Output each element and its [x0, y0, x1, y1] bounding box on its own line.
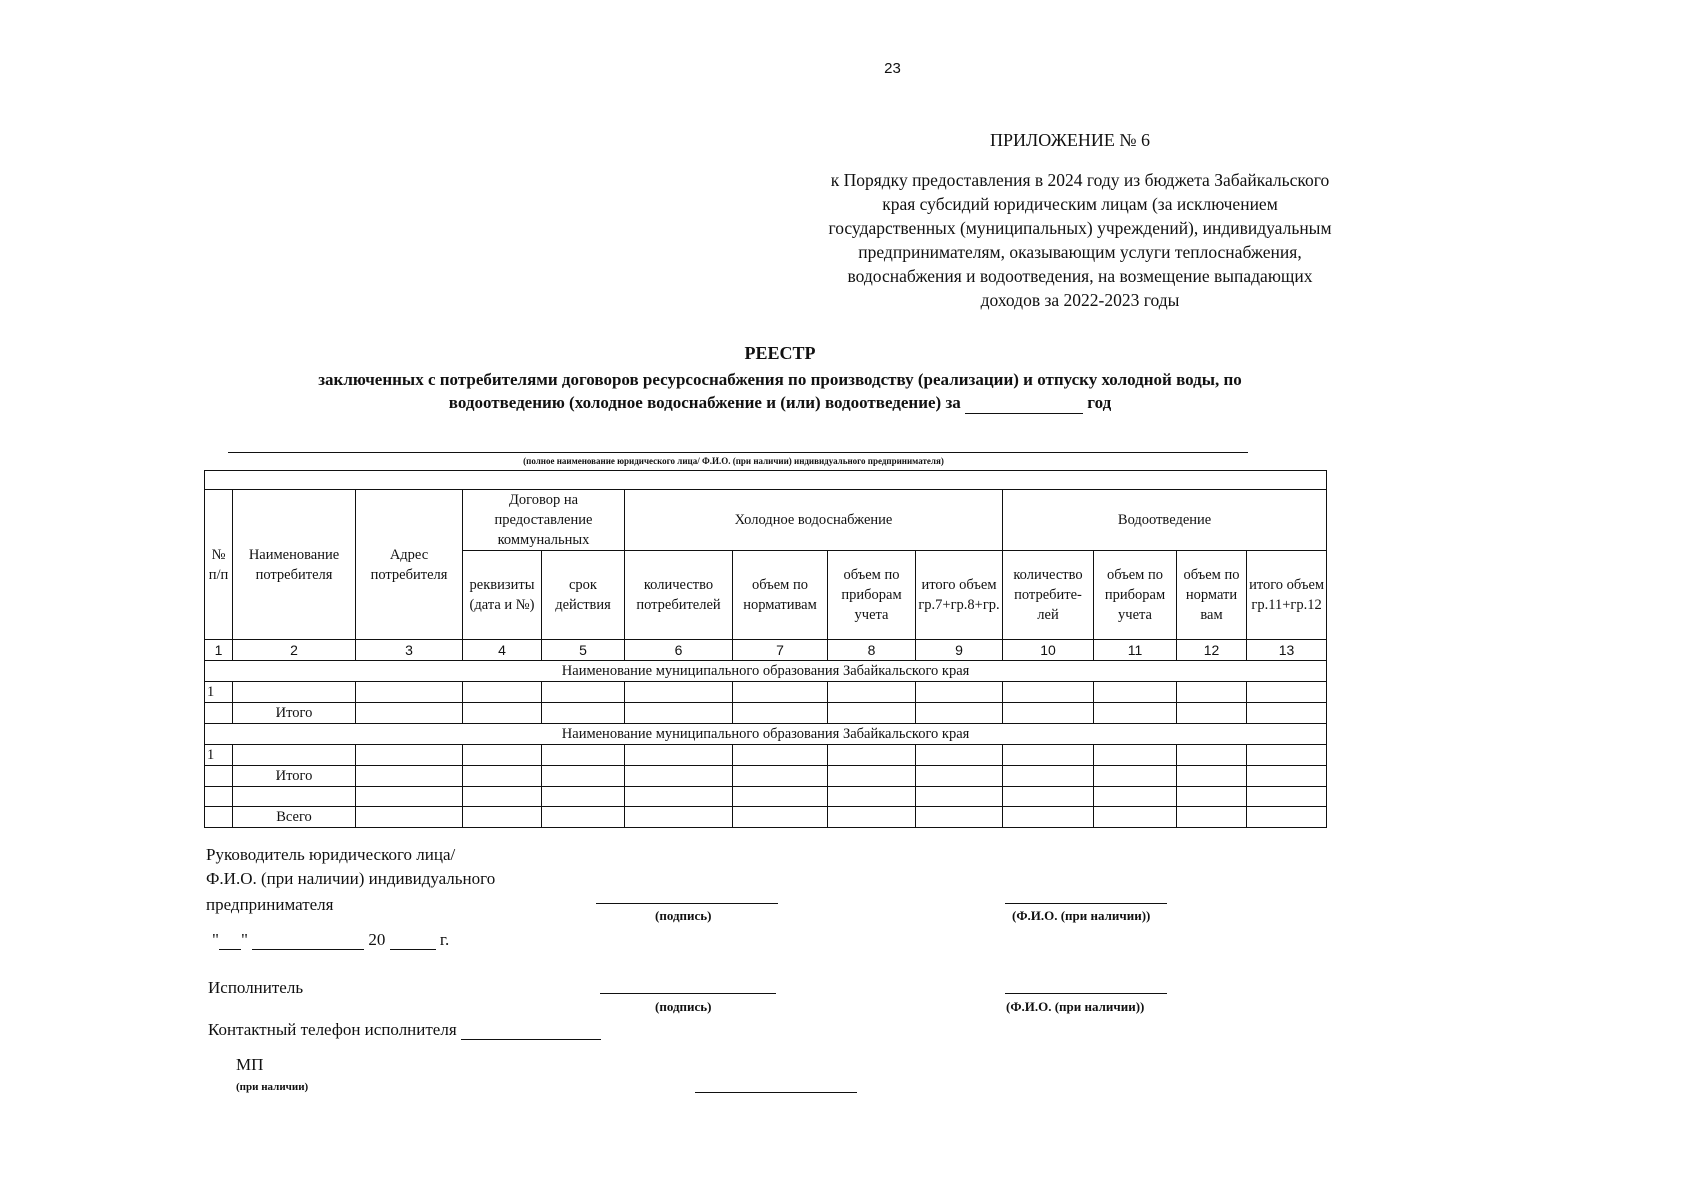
table-cell: [205, 787, 233, 807]
header-drainage: Водоотведение: [1003, 490, 1327, 551]
table-cell[interactable]: [1177, 745, 1247, 766]
table-cell[interactable]: [1247, 787, 1327, 807]
appendix-title: ПРИЛОЖЕНИЕ № 6: [990, 130, 1151, 150]
table-cell[interactable]: [542, 682, 625, 703]
table-cell[interactable]: [625, 807, 733, 828]
executor-fio-caption: (Ф.И.О. (при наличии)): [1006, 999, 1145, 1014]
table-cell[interactable]: [733, 807, 828, 828]
table-cell[interactable]: [463, 745, 542, 766]
column-number: 11: [1094, 640, 1177, 661]
table-cell: [205, 766, 233, 787]
table-cell[interactable]: [356, 703, 463, 724]
column-number: 6: [625, 640, 733, 661]
table-cell[interactable]: [1177, 703, 1247, 724]
head-fio-line[interactable]: [1005, 903, 1167, 904]
table-cell[interactable]: [1247, 745, 1327, 766]
registry-subtitle-line2-end: год: [1087, 393, 1112, 412]
header-cw-meter: объем по приборам учета: [828, 551, 916, 640]
table-cell[interactable]: [233, 787, 356, 807]
column-number: 5: [542, 640, 625, 661]
table-cell[interactable]: [1003, 703, 1094, 724]
registry-title: РЕЕСТР: [744, 343, 816, 363]
table-cell[interactable]: [1247, 703, 1327, 724]
date-year-blank[interactable]: [390, 933, 436, 950]
registry-table: [204, 470, 1327, 828]
table-cell[interactable]: [1094, 745, 1177, 766]
table-cell[interactable]: [828, 703, 916, 724]
table-cell[interactable]: [916, 745, 1003, 766]
table-cell[interactable]: [1003, 745, 1094, 766]
table-cell[interactable]: [463, 703, 542, 724]
header-dr-count: количество потребите-лей: [1003, 551, 1094, 640]
header-cw-norm: объем по нормативам: [733, 551, 828, 640]
date-month-blank[interactable]: [252, 933, 364, 950]
table-cell[interactable]: [828, 745, 916, 766]
table-cell[interactable]: [733, 787, 828, 807]
column-number: 10: [1003, 640, 1094, 661]
header-row-1: [205, 490, 1327, 551]
table-cell[interactable]: [733, 745, 828, 766]
section-row-1: [205, 661, 1327, 682]
executor-label: Исполнитель: [208, 978, 304, 997]
table-cell[interactable]: [828, 766, 916, 787]
row-number: 1: [205, 745, 233, 766]
table-row: [205, 787, 1327, 807]
column-number: 1: [205, 640, 233, 661]
date-year-prefix: 20: [368, 930, 386, 949]
table-cell[interactable]: [1094, 766, 1177, 787]
head-label: [206, 843, 495, 917]
entity-name-line[interactable]: [228, 452, 1248, 453]
table-cell[interactable]: [733, 682, 828, 703]
table-cell[interactable]: [828, 807, 916, 828]
table-cell[interactable]: [542, 766, 625, 787]
header-dr-norm: объем по нормати вам: [1177, 551, 1247, 640]
table-cell[interactable]: [1094, 703, 1177, 724]
head-label-line3: предпринимателя: [206, 895, 334, 914]
header-consumer-address: Адрес потребителя: [356, 490, 463, 640]
table-cell[interactable]: [1003, 807, 1094, 828]
date-year-suffix: г.: [439, 930, 450, 949]
section-label: Наименование муниципального образования Забайкальского края: [205, 724, 1327, 745]
table-cell[interactable]: [1247, 766, 1327, 787]
year-blank-line[interactable]: [965, 397, 1083, 414]
date-day-blank[interactable]: [219, 933, 241, 950]
table-cell[interactable]: [1247, 682, 1327, 703]
table-row: [205, 682, 1327, 703]
section-row-2: [205, 724, 1327, 745]
table-cell[interactable]: [828, 787, 916, 807]
head-label-line1: Руководитель юридического лица/: [206, 845, 456, 864]
table-cell[interactable]: [542, 703, 625, 724]
column-number: 13: [1247, 640, 1327, 661]
table-cell[interactable]: [542, 745, 625, 766]
phone-blank-line[interactable]: [461, 1023, 601, 1040]
table-cell[interactable]: [356, 745, 463, 766]
page-number: 23: [884, 60, 901, 77]
column-number: 2: [233, 640, 356, 661]
table-cell[interactable]: [1094, 787, 1177, 807]
executor-signature-caption: (подпись): [655, 999, 712, 1014]
header-cold-water: Холодное водоснабжение: [625, 490, 1003, 551]
column-number: 9: [916, 640, 1003, 661]
table-cell[interactable]: [1247, 807, 1327, 828]
table-cell[interactable]: [1177, 787, 1247, 807]
table-cell[interactable]: [1003, 682, 1094, 703]
table-cell[interactable]: [542, 787, 625, 807]
date-field: [212, 930, 449, 950]
column-number-row: [205, 640, 1327, 661]
head-fio-caption: (Ф.И.О. (при наличии)): [1012, 908, 1151, 923]
header-term: срок действия: [542, 551, 625, 640]
table-cell[interactable]: [463, 766, 542, 787]
executor-signature-line[interactable]: [600, 993, 776, 994]
table-cell[interactable]: [625, 703, 733, 724]
subtotal-row-2: [205, 766, 1327, 787]
table-cell[interactable]: [733, 766, 828, 787]
subtotal-row-1: [205, 703, 1327, 724]
table-cell[interactable]: [1177, 766, 1247, 787]
total-label: Всего: [233, 807, 356, 828]
table-cell: [205, 807, 233, 828]
table-row: [205, 745, 1327, 766]
executor-fio-line[interactable]: [1005, 993, 1167, 994]
column-number: 4: [463, 640, 542, 661]
table-cell: [205, 471, 1327, 490]
header-contract: Договор на предоставление коммунальных: [463, 490, 625, 551]
head-signature-caption: (подпись): [655, 908, 712, 923]
table-cell: [205, 703, 233, 724]
table-cell[interactable]: [916, 766, 1003, 787]
header-consumer-name: Наименование потребителя: [233, 490, 356, 640]
header-dr-total: итого объем гр.11+гр.12: [1247, 551, 1327, 640]
table-top-blank-row: [205, 471, 1327, 490]
table-cell[interactable]: [1094, 682, 1177, 703]
table-cell[interactable]: [625, 787, 733, 807]
table-cell[interactable]: [1177, 682, 1247, 703]
table-cell[interactable]: [356, 766, 463, 787]
table-cell[interactable]: [233, 682, 356, 703]
table-cell[interactable]: [828, 682, 916, 703]
table-cell[interactable]: [1003, 766, 1094, 787]
registry-subtitle-line2-start: водоотведению (холодное водоснабжение и (или) водоотведение) за: [448, 393, 961, 412]
table-cell[interactable]: [916, 703, 1003, 724]
section-label: Наименование муниципального образования Забайкальского края: [205, 661, 1327, 682]
stamp-line[interactable]: [695, 1092, 857, 1093]
date-quote-close: ": [240, 930, 248, 949]
table-cell[interactable]: [625, 682, 733, 703]
header-dr-meter: объем по приборам учета: [1094, 551, 1177, 640]
header-cw-count: количество потребителей: [625, 551, 733, 640]
table-cell[interactable]: [542, 807, 625, 828]
column-number: 7: [733, 640, 828, 661]
phone-field: [208, 1020, 601, 1040]
row-number: 1: [205, 682, 233, 703]
table-cell[interactable]: [463, 807, 542, 828]
table-cell[interactable]: [1003, 787, 1094, 807]
table-cell[interactable]: [356, 682, 463, 703]
total-row: [205, 807, 1327, 828]
table-cell[interactable]: [233, 745, 356, 766]
table-cell[interactable]: [625, 766, 733, 787]
table-cell[interactable]: [1094, 807, 1177, 828]
table-cell[interactable]: [356, 787, 463, 807]
header-details: реквизиты (дата и №): [463, 551, 542, 640]
registry-subtitle-line1: заключенных с потребителями договоров ресурсоснабжения по производству (реализации) и отпуску холодной воды, по: [318, 370, 1242, 389]
column-number: 3: [356, 640, 463, 661]
table-cell[interactable]: [1177, 807, 1247, 828]
table-cell[interactable]: [625, 745, 733, 766]
header-num: № п/п: [205, 490, 233, 640]
column-number: 12: [1177, 640, 1247, 661]
subtotal-label: Итого: [233, 766, 356, 787]
table-cell[interactable]: [916, 682, 1003, 703]
table-cell[interactable]: [916, 787, 1003, 807]
entity-name-caption: (полное наименование юридического лица/ Ф.И.О. (при наличии) индивидуального предпринимателя): [523, 456, 944, 466]
table-cell[interactable]: [463, 682, 542, 703]
table-cell[interactable]: [916, 807, 1003, 828]
phone-label: Контактный телефон исполнителя: [208, 1020, 457, 1039]
table-cell[interactable]: [463, 787, 542, 807]
header-cw-total: итого объем гр.7+гр.8+гр.: [916, 551, 1003, 640]
registry-subtitle: [240, 368, 1320, 414]
head-label-line2: Ф.И.О. (при наличии) индивидуального: [206, 869, 496, 888]
column-number: 8: [828, 640, 916, 661]
stamp-label: МП: [236, 1055, 264, 1074]
appendix-text: к Порядку предоставления в 2024 году из бюджета Забайкальского края субсидий юридическим лицам (за исключением государственных (муниципальных) учреждений), индивидуальным предпринимателям, оказывающим услуги теплоснабжения, водоснабжения и водоотведения, на возмещение выпадающих доходов за 2022-2023 годы: [828, 170, 1332, 310]
head-signature-line[interactable]: [596, 903, 778, 904]
table-cell[interactable]: [356, 807, 463, 828]
table-cell[interactable]: [733, 703, 828, 724]
subtotal-label: Итого: [233, 703, 356, 724]
date-quote-open: ": [212, 930, 219, 949]
stamp-caption: (при наличии): [236, 1081, 309, 1093]
